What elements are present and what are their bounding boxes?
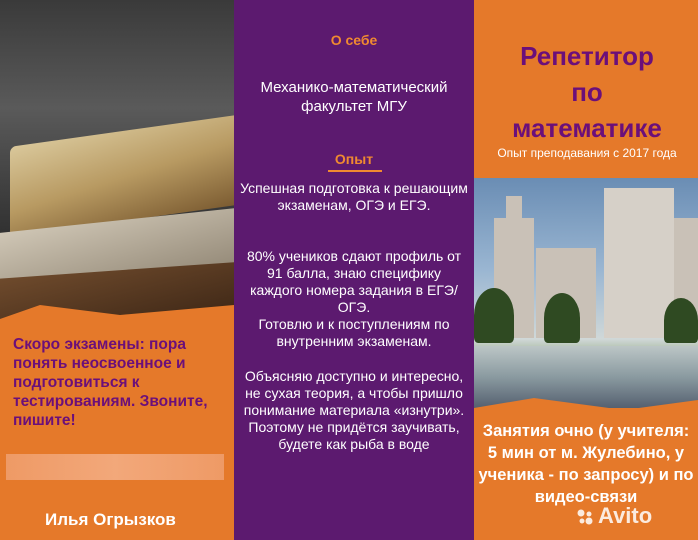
experience-heading: Опыт bbox=[334, 151, 374, 167]
experience-p1: Успешная подготовка к решающим экзаменам, ОГЭ и ЕГЭ. bbox=[240, 180, 468, 213]
title-line-1: Репетитор bbox=[520, 41, 654, 71]
experience-since: Опыт преподавания с 2017 года bbox=[497, 146, 677, 160]
experience-p4: Объясняю доступно и интересно, не сухая теория, а чтобы пришло понимание материала «изнутри». Поэтому не придётся заучивать, будете как рыба в воде bbox=[243, 368, 465, 452]
lessons-info: Занятия очно (у учителя: 5 мин от м. Жулебино, у ученика - по запросу) и по видео-связи bbox=[478, 422, 694, 506]
tutor-name: Илья Огрызков bbox=[45, 510, 176, 529]
blurred-contact bbox=[6, 454, 224, 480]
left-tagline: Скоро экзамены: пора понять неосвоенное и подготовиться к тестированиям. Звоните, пишите! bbox=[13, 336, 208, 429]
experience-p2: 80% учеников сдают профиль от 91 балла, знаю специфику каждого номера задания в ЕГЭ/ОГЭ. bbox=[246, 248, 462, 315]
about-text: Механико-математический факультет МГУ bbox=[260, 79, 448, 115]
left-panel bbox=[0, 0, 234, 540]
heading-underline bbox=[328, 170, 382, 172]
right-panel bbox=[474, 0, 698, 540]
middle-panel bbox=[234, 0, 474, 540]
main-title bbox=[484, 38, 690, 146]
msu-building-photo bbox=[474, 178, 698, 408]
title-line-2: по bbox=[571, 77, 603, 107]
avito-logo-icon bbox=[576, 508, 594, 526]
about-heading: О себе bbox=[330, 32, 378, 48]
title-line-3: математике bbox=[512, 113, 662, 143]
avito-watermark: Avito bbox=[598, 503, 653, 528]
experience-p3: Готовлю и к поступлениям по внутренним экзаменам. bbox=[258, 316, 450, 349]
